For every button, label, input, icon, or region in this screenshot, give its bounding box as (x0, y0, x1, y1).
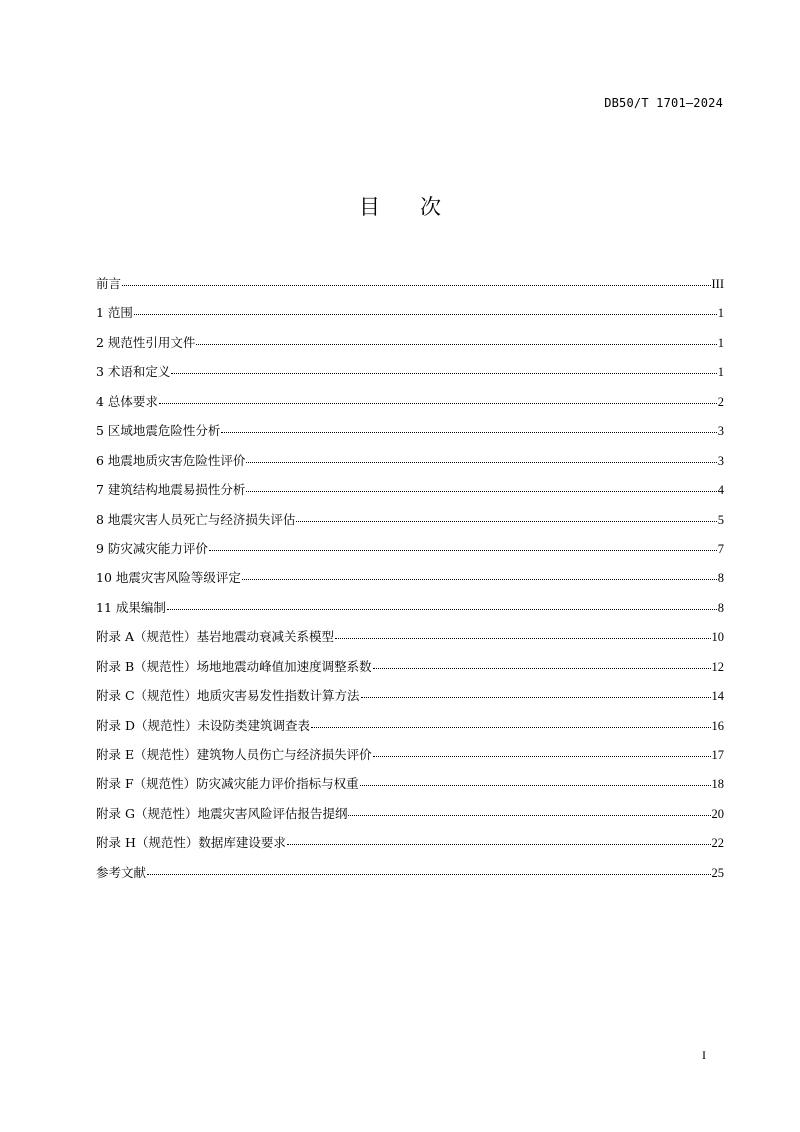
dot-leader (122, 285, 710, 286)
toc-entry[interactable] (96, 804, 724, 833)
toc-entry-page: 2 (717, 394, 724, 409)
toc-entry[interactable] (96, 362, 724, 391)
dot-leader (134, 314, 717, 315)
dot-leader (373, 756, 711, 757)
toc-entry[interactable] (96, 480, 724, 509)
dot-leader (171, 373, 716, 374)
toc-entry-page: 1 (717, 306, 724, 321)
dot-leader (196, 344, 716, 345)
toc-entry-page: 22 (711, 836, 724, 851)
toc-entry-label: 8 地震灾害人员死亡与经济损失评估 (96, 511, 296, 527)
toc-entry[interactable] (96, 539, 724, 568)
toc-entry[interactable] (96, 745, 724, 774)
dot-leader (242, 579, 717, 580)
dot-leader (361, 697, 711, 698)
toc-entry-label: 11 成果编制 (96, 599, 166, 615)
toc-entry-label: 附录 B（规范性）场地地震动峰值加速度调整系数 (96, 658, 372, 674)
toc-entry[interactable] (96, 716, 724, 745)
toc-entry-page: 1 (717, 335, 724, 350)
dot-leader (348, 815, 710, 816)
toc-entry-page: 8 (717, 571, 724, 586)
toc-entry-page: 3 (717, 453, 724, 468)
toc-entry-page: 12 (711, 659, 724, 674)
toc-entry-page: 14 (711, 689, 724, 704)
toc-entry[interactable] (96, 598, 724, 627)
document-code: DB50/T 1701—2024 (604, 96, 723, 110)
toc-entry-page: 1 (717, 365, 724, 380)
toc-entry-page: III (711, 277, 724, 291)
dot-leader (311, 727, 711, 728)
page-title (0, 191, 800, 221)
toc-entry[interactable] (96, 774, 724, 803)
dot-leader (246, 491, 716, 492)
title-char-1: 目 (359, 195, 380, 219)
dot-leader (335, 638, 710, 639)
dot-leader (360, 785, 711, 786)
toc-entry-label: 附录 F（规范性）防灾减灾能力评价指标与权重 (96, 776, 359, 792)
toc-entry-page: 8 (717, 600, 724, 615)
toc-entry-page: 5 (717, 512, 724, 527)
toc-entry-page: 17 (711, 748, 724, 762)
dot-leader (287, 844, 711, 845)
toc-entry[interactable] (96, 657, 724, 686)
toc-entry-label: 10 地震灾害风险等级评定 (96, 570, 241, 586)
toc-entry-label: 7 建筑结构地震易损性分析 (96, 482, 246, 498)
toc-entry-label: 4 总体要求 (96, 393, 158, 409)
toc-entry[interactable] (96, 510, 724, 539)
toc-entry[interactable] (96, 833, 724, 862)
toc-entry-page: 16 (711, 718, 724, 733)
toc-entry[interactable] (96, 863, 724, 892)
dot-leader (167, 609, 717, 610)
toc-entry[interactable] (96, 627, 724, 656)
toc-entry-page: 20 (711, 806, 724, 821)
toc-entry-page: 18 (711, 777, 724, 792)
toc-entry-label: 3 术语和定义 (96, 364, 171, 380)
toc-entry-page: 7 (717, 541, 724, 556)
dot-leader (373, 668, 711, 669)
toc-entry[interactable] (96, 392, 724, 421)
toc-entry-label: 附录 G（规范性）地震灾害风险评估报告提纲 (96, 805, 348, 821)
toc-entry[interactable] (96, 451, 724, 480)
dot-leader (246, 462, 716, 463)
toc-entry-label: 附录 C（规范性）地质灾害易发性指数计算方法 (96, 688, 360, 704)
toc-entry-label: 附录 H（规范性）数据库建设要求 (96, 835, 286, 851)
toc-entry[interactable] (96, 686, 724, 715)
toc-entry-label: 5 区域地震危险性分析 (96, 423, 221, 439)
toc-entry[interactable] (96, 333, 724, 362)
toc-entry[interactable] (96, 568, 724, 597)
toc-entry-label: 9 防灾减灾能力评价 (96, 540, 208, 556)
toc-entry-label: 前言 (96, 276, 122, 291)
toc-entry-label: 1 范围 (96, 305, 133, 321)
toc-entry-page: 3 (717, 424, 724, 439)
toc-entry-label: 附录 E（规范性）建筑物人员伤亡与经济损失评价 (96, 747, 372, 762)
dot-leader (296, 521, 716, 522)
toc-entry[interactable] (96, 421, 724, 450)
title-char-2: 次 (420, 195, 441, 219)
toc-entry-label: 2 规范性引用文件 (96, 334, 196, 350)
toc-entry-label: 6 地震地质灾害危险性评价 (96, 452, 246, 468)
toc-entry[interactable] (96, 303, 724, 332)
dot-leader (209, 550, 717, 551)
page-number: I (702, 1048, 706, 1062)
toc-entry[interactable] (96, 274, 724, 303)
toc-entry-label: 附录 A（规范性）基岩地震动衰减关系模型 (96, 629, 335, 645)
dot-leader (147, 874, 710, 875)
toc-entry-label: 参考文献 (96, 864, 147, 880)
table-of-contents (96, 274, 724, 892)
toc-entry-page: 10 (711, 630, 724, 645)
toc-entry-page: 4 (717, 483, 724, 498)
toc-entry-page: 25 (711, 865, 724, 880)
dot-leader (221, 432, 716, 433)
toc-entry-label: 附录 D（规范性）未设防类建筑调查表 (96, 717, 310, 733)
dot-leader (159, 403, 717, 404)
